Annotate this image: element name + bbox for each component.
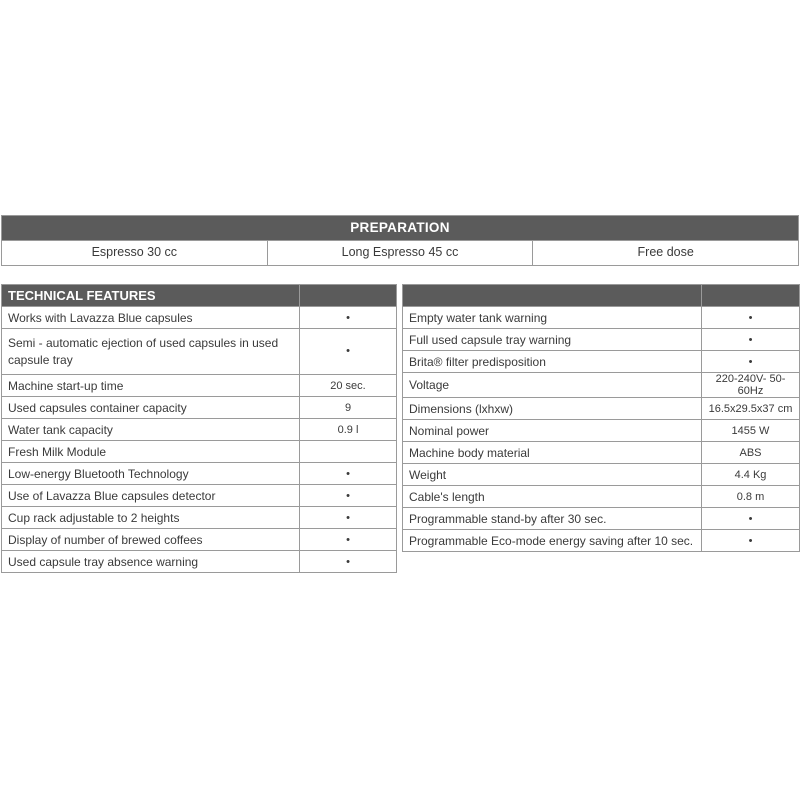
feature-label: Brita® filter predisposition [403, 351, 702, 373]
feature-value: • [300, 329, 397, 375]
table-row [403, 508, 800, 530]
table-row [2, 397, 397, 419]
feature-label: Low-energy Bluetooth Technology [2, 463, 300, 485]
table-row [403, 530, 800, 552]
feature-value: 1455 W [702, 420, 800, 442]
feature-label: Weight [403, 464, 702, 486]
feature-value: • [300, 463, 397, 485]
feature-value: • [702, 351, 800, 373]
table-row [403, 442, 800, 464]
technical-features-table [1, 284, 397, 573]
table-row [2, 485, 397, 507]
table-row [2, 307, 397, 329]
feature-label: Works with Lavazza Blue capsules [2, 307, 300, 329]
table-row [403, 329, 800, 351]
feature-value [300, 441, 397, 463]
feature-value: • [300, 551, 397, 573]
table-row [2, 329, 397, 375]
feature-label: Empty water tank warning [403, 307, 702, 329]
table-header-value [702, 285, 800, 307]
table-row [403, 420, 800, 442]
feature-label: Used capsule tray absence warning [2, 551, 300, 573]
table-row [403, 373, 800, 398]
feature-label: Programmable stand-by after 30 sec. [403, 508, 702, 530]
table-row [403, 351, 800, 373]
table-row [403, 486, 800, 508]
preparation-table [1, 215, 799, 266]
table-row [2, 463, 397, 485]
feature-label: Cable's length [403, 486, 702, 508]
feature-label: Fresh Milk Module [2, 441, 300, 463]
feature-label: Semi - automatic ejection of used capsules in used capsule tray [2, 329, 300, 375]
preparation-item-espresso: Espresso 30 cc [91, 245, 178, 259]
feature-label: Use of Lavazza Blue capsules detector [2, 485, 300, 507]
feature-value: 0.9 l [300, 419, 397, 441]
feature-value: • [702, 307, 800, 329]
feature-value: 20 sec. [300, 375, 397, 397]
table-row [2, 441, 397, 463]
feature-value: • [702, 329, 800, 351]
feature-label: Full used capsule tray warning [403, 329, 702, 351]
feature-value: • [702, 530, 800, 552]
feature-value: • [300, 507, 397, 529]
table-header-label [403, 285, 702, 307]
feature-label: Machine body material [403, 442, 702, 464]
table-row [403, 398, 800, 420]
feature-value: • [300, 307, 397, 329]
feature-label: Voltage [403, 373, 702, 398]
feature-value: 0.8 m [702, 486, 800, 508]
preparation-item-free-dose: Free dose [532, 241, 798, 265]
feature-value: ABS [702, 442, 800, 464]
feature-value: 220-240V- 50-60Hz [702, 373, 800, 398]
preparation-item-long-espresso: Long Espresso 45 cc [267, 241, 533, 265]
feature-label: Water tank capacity [2, 419, 300, 441]
table-header-value [300, 285, 397, 307]
features-table-right [402, 284, 800, 552]
feature-value: • [702, 508, 800, 530]
feature-label: Used capsules container capacity [2, 397, 300, 419]
table-row [2, 551, 397, 573]
feature-label: Programmable Eco-mode energy saving after 10 sec. [403, 530, 702, 552]
feature-label: Cup rack adjustable to 2 heights [2, 507, 300, 529]
table-row [2, 507, 397, 529]
table-row [2, 419, 397, 441]
feature-value: 9 [300, 397, 397, 419]
feature-label: Dimensions (lxhxw) [403, 398, 702, 420]
table-header-row [2, 285, 397, 307]
feature-label: Display of number of brewed coffees [2, 529, 300, 551]
feature-value: 4.4 Kg [702, 464, 800, 486]
table-row [2, 529, 397, 551]
table-row [403, 464, 800, 486]
feature-label: Machine start-up time [2, 375, 300, 397]
table-row [2, 375, 397, 397]
feature-value: • [300, 529, 397, 551]
table-row [403, 307, 800, 329]
preparation-title: PREPARATION [2, 216, 798, 240]
technical-features-title: TECHNICAL FEATURES [2, 285, 300, 307]
table-header-row [403, 285, 800, 307]
feature-value: • [300, 485, 397, 507]
feature-value: 16.5x29.5x37 cm [702, 398, 800, 420]
feature-label: Nominal power [403, 420, 702, 442]
preparation-row [2, 240, 798, 265]
